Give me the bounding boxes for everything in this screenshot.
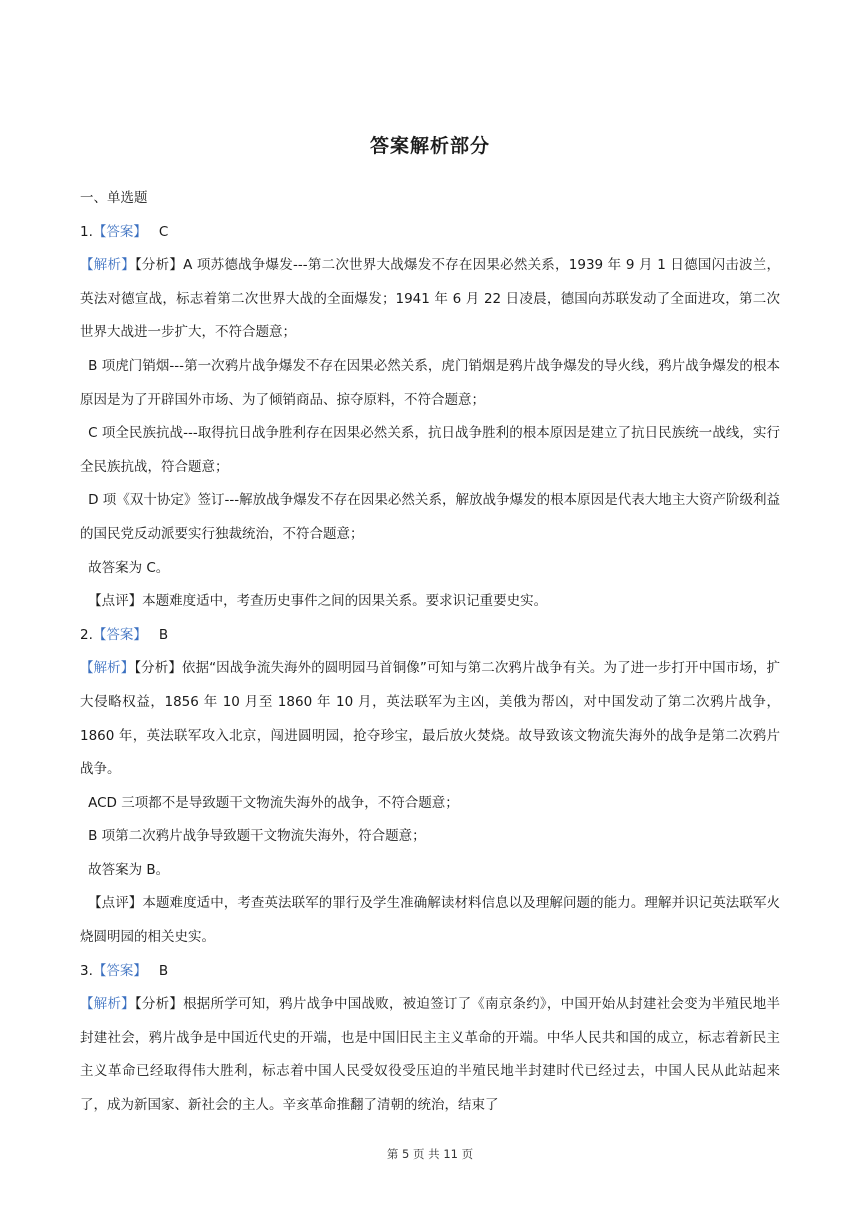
question-2-comment	[80, 887, 780, 954]
fenxi-label: 【分析】	[134, 660, 182, 677]
jiexi-label: 【解析】	[80, 660, 135, 677]
comment-label: 【点评】	[88, 895, 143, 912]
question-2-answer-line	[80, 619, 780, 653]
question-number: 3.	[80, 962, 93, 979]
analysis-option-line: B 项第二次鸦片战争导致题干文物流失海外，符合题意；	[88, 828, 426, 845]
answer-label: 【答案】	[92, 626, 147, 643]
footer-prefix: 第	[386, 1147, 399, 1161]
jiexi-label: 【解析】	[80, 257, 135, 274]
section-heading: 一、单选题	[80, 190, 148, 206]
comment-label: 【点评】	[88, 593, 143, 610]
footer-suffix: 页	[461, 1147, 474, 1161]
conclusion-line: 故答案为 C。	[88, 559, 170, 576]
question-1	[80, 216, 780, 619]
analysis-text: 依据“因战争流失海外的圆明园马首铜像”可知与第二次鸦片战争有关。为了进一步打开中国市场，扩大侵略权益，1856 年 10 月至 1860 年 10 月，英法联军为主凶，美俄为帮凶，对中国发动了第二次鸦片战争，1860 年，英法联军攻入北京，闯进圆明园，抢夺珍宝，最后放火焚烧。故导致该文物流失海外的战争是第二次鸦片战争。	[80, 660, 780, 778]
conclusion-line: 故答案为 B。	[88, 861, 170, 878]
fenxi-label: 【分析】	[134, 257, 184, 274]
footer-total-pages: 11	[443, 1147, 458, 1161]
comment-text: 本题难度适中，考查历史事件之间的因果关系。要求识记重要史实。	[142, 593, 548, 610]
page-title: 答案解析部分	[369, 135, 490, 157]
analysis-option-line: D 项《双十协定》签订---解放战争爆发不存在因果必然关系，解放战争爆发的根本原因是代表大地主大资产阶级利益的国民党反动派要实行独裁统治，不符合题意；	[80, 492, 780, 542]
question-number: 2.	[80, 626, 93, 643]
answer-label: 【答案】	[92, 962, 147, 979]
question-3	[80, 955, 780, 1123]
jiexi-label: 【解析】	[80, 996, 135, 1013]
analysis-option-line: B 项虎门销烟---第一次鸦片战争爆发不存在因果必然关系，虎门销烟是鸦片战争爆发的导火线，鸦片战争爆发的根本原因是为了开辟国外市场、为了倾销商品、掠夺原料，不符合题意；	[80, 357, 780, 408]
footer-page-number: 5	[402, 1147, 410, 1161]
page-footer	[0, 1146, 860, 1162]
answer-value: B	[158, 626, 169, 643]
analysis-option-line: ACD 三项都不是导致题干文物流失海外的战争，不符合题意；	[88, 794, 459, 811]
footer-middle: 页 共	[413, 1147, 440, 1161]
question-2-analysis	[80, 652, 780, 786]
question-number: 1.	[80, 223, 93, 240]
analysis-option-line: C 项全民族抗战---取得抗日战争胜利存在因果必然关系，抗日战争胜利的根本原因是建立了抗日民族统一战线，实行全民族抗战，符合题意；	[80, 425, 780, 475]
answer-label: 【答案】	[92, 223, 147, 240]
question-1-comment	[80, 585, 780, 619]
question-1-analysis	[80, 249, 780, 350]
question-3-answer-line	[80, 955, 780, 989]
answer-value: C	[158, 223, 169, 240]
analysis-text: A 项苏德战争爆发---第二次世界大战爆发不存在因果必然关系，1939 年 9 月 1 日德国闪击波兰，英法对德宣战，标志着第二次世界大战的全面爆发；1941 年 6 月 22 日凌晨，德国向苏联发动了全面进攻，第二次世界大战进一步扩大，不符合题意；	[80, 257, 781, 341]
answer-content	[80, 182, 780, 1123]
answer-value: B	[158, 962, 169, 979]
question-1-answer-line	[80, 216, 780, 250]
fenxi-label: 【分析】	[134, 996, 184, 1013]
question-3-analysis	[80, 988, 780, 1122]
comment-text: 本题难度适中，考查英法联军的罪行及学生准确解读材料信息以及理解问题的能力。理解并识记英法联军火烧圆明园的相关史实。	[80, 895, 781, 946]
question-2	[80, 619, 780, 955]
analysis-text: 根据所学可知，鸦片战争中国战败，被迫签订了《南京条约》，中国开始从封建社会变为半殖民地半封建社会，鸦片战争是中国近代史的开端，也是中国旧民主主义革命的开端。中华人民共和国的成立，标志着新民主主义革命已经取得伟大胜利，标志着中国人民受奴役受压迫的半殖民地半封建时代已经过去，中国人民从此站起来了，成为新国家、新社会的主人。辛亥革命推翻了清朝的统治，结束了	[80, 996, 781, 1114]
